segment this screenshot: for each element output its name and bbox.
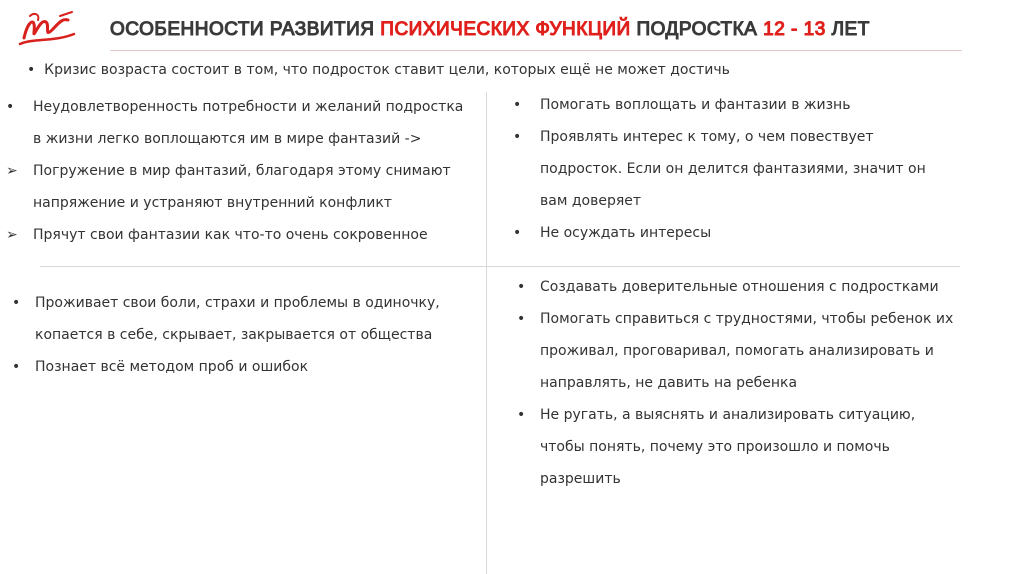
- item-text: Не осуждать интересы: [540, 225, 712, 241]
- title-part-3: ПОДРОСТКА: [630, 19, 764, 40]
- list-item: [6, 187, 463, 219]
- list-item: [517, 399, 953, 431]
- bullet-icon: •: [513, 129, 522, 145]
- bullet-icon: •: [6, 99, 15, 115]
- bullet-icon: •: [513, 225, 522, 241]
- item-text: чтобы понять, почему это произошло и помочь: [540, 439, 890, 455]
- title-part-1: ОСОБЕННОСТИ РАЗВИТИЯ: [110, 19, 381, 40]
- quadrant-bottom-right: [517, 271, 953, 495]
- list-item: [12, 319, 440, 351]
- item-text: Проживает свои боли, страхи и проблемы в одиночку,: [35, 295, 440, 311]
- bullet-icon: •: [513, 97, 522, 113]
- item-text: Прячут свои фантазии как что-то очень сокровенное: [33, 227, 428, 243]
- arrow-bullet-icon: ➢: [6, 163, 18, 179]
- item-text: в жизни легко воплощаются им в мире фантазий ->: [33, 131, 422, 147]
- title-part-4: 12 - 13: [763, 19, 826, 40]
- item-text: Помогать справиться с трудностями, чтобы ребенок их: [540, 311, 954, 327]
- item-text: Познает всё методом проб и ошибок: [35, 359, 309, 375]
- item-text: вам доверяет: [540, 193, 642, 209]
- list-item: [517, 431, 953, 463]
- vertical-divider: [486, 92, 487, 574]
- quadrant-top-right: [513, 89, 926, 249]
- list-item: [517, 303, 953, 335]
- item-text: Помогать воплощать и фантазии в жизнь: [540, 97, 851, 113]
- list-item: [12, 287, 440, 319]
- list-item: [513, 153, 926, 185]
- list-item: [6, 155, 463, 187]
- bullet-icon: •: [517, 407, 526, 423]
- item-text: проживал, проговаривал, помогать анализировать и: [540, 343, 934, 359]
- bullet-icon: •: [517, 311, 526, 327]
- logo-mark: [14, 8, 80, 50]
- item-text: Не ругать, а выяснять и анализировать ситуацию,: [540, 407, 916, 423]
- page-title: [110, 19, 870, 41]
- list-item: [12, 351, 440, 383]
- bullet-icon: •: [12, 359, 21, 375]
- item-text: Проявлять интерес к тому, о чем повествует: [540, 129, 874, 145]
- list-item: [517, 335, 953, 367]
- quadrant-top-left: [6, 91, 463, 251]
- list-item: [517, 367, 953, 399]
- list-item: [517, 271, 953, 303]
- item-text: разрешить: [540, 471, 621, 487]
- bullet-icon: •: [517, 279, 526, 295]
- crisis-text: Кризис возраста состоит в том, что подросток ставит цели, которых ещё не может достичь: [44, 62, 730, 78]
- bullet-icon: •: [12, 295, 21, 311]
- item-text: Неудовлетворенность потребности и желаний подростка: [33, 99, 464, 115]
- title-part-5: ЛЕТ: [825, 19, 870, 40]
- list-item: [513, 121, 926, 153]
- crisis-statement: [27, 62, 730, 78]
- bullet-icon: •: [27, 62, 45, 78]
- title-divider: [110, 50, 962, 51]
- item-text: копается в себе, скрывает, закрывается от общества: [35, 327, 433, 343]
- item-text: направлять, не давить на ребенка: [540, 375, 798, 391]
- list-item: [513, 185, 926, 217]
- list-item: [517, 463, 953, 495]
- title-part-2: ПСИХИЧЕСКИХ ФУНКЦИЙ: [380, 19, 631, 40]
- item-text: подросток. Если он делится фантазиями, значит он: [540, 161, 926, 177]
- item-text: Погружение в мир фантазий, благодаря этому снимают: [33, 163, 451, 179]
- quadrant-bottom-left: [12, 287, 440, 383]
- arrow-bullet-icon: ➢: [6, 227, 18, 243]
- list-item: [6, 123, 463, 155]
- logo: [14, 8, 80, 50]
- list-item: [6, 219, 463, 251]
- list-item: [513, 217, 926, 249]
- horizontal-divider: [40, 266, 960, 267]
- item-text: напряжение и устраняют внутренний конфликт: [33, 195, 392, 211]
- item-text: Создавать доверительные отношения с подростками: [540, 279, 939, 295]
- list-item: [6, 91, 463, 123]
- list-item: [513, 89, 926, 121]
